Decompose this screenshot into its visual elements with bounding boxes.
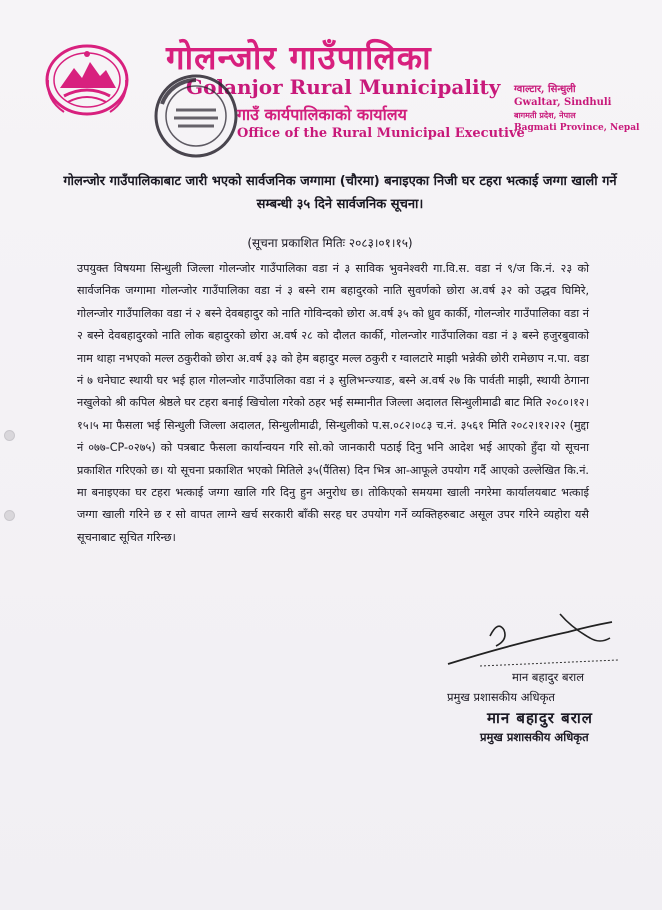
municipality-title-np: गोलन्जोर गाउँपालिका: [166, 38, 432, 77]
address-block: [514, 83, 644, 135]
address-line-2: Gwaltar, Sindhuli: [514, 97, 612, 108]
office-name-np: गाउँ कार्यपालिकाको कार्यालय: [237, 105, 407, 124]
notice-body: उपयुक्त विषयमा सिन्धुली जिल्ला गोलन्जोर गाउँपालिका वडा नं ३ साविक भुवनेश्वरी गा.वि.स. वडा नं ९/ज कि.नं. २३ को सार्वजनिक जग्गामा गोलन्जोर गाउँपालिका वडा नं ३ बस्ने राम बहादुरको नाति सुवर्णको छोरा अ.वर्ष ३२ को उद्धव घिमिरे, गोलन्जोर गाउँपालिका वडा नं २ बस्ने देवबहादुर को नाति गोविन्दको छोरा अ.वर्ष ३५ को ध्रुव कार्की, गोलन्जोर गाउँपालिका वडा नं २ बस्ने देवबहादुरको नाति लोक बहादुरको छोरा अ.वर्ष २८ को दौलत कार्की, गोलन्जोर गाउँपालिका वडा नं ३ बस्ने हजुरबुवाको नाम थाहा नभएको मल्ल ठकुरीको छोरा अ.वर्ष ३३ को हेम बहादुर मल्ल ठकुरी र ग्वालटारे माझी भन्नेकी छोरी रामेछाप न.पा. वडा नं ७ धनेघाट स्थायी घर भई हाल गोलन्जोर गाउँपालिका वडा नं ३ सुलिभन्ज्याङ, बस्ने अ.वर्ष २७ कि पार्वती माझी, स्थायी ठेगाना नखुलेको श्री कपिल श्रेष्ठले घर टहरा बनाई खिचोला गरेको ठहर भई सम्मानीत जिल्ला अदालत सिन्धुलीमाढी बाट मिति २०८०।१२।१५।५ मा फैसला भई सिन्धुली जिल्ला अदालत, सिन्धुलीमाढी, सिन्धुलीको प.स.०८२।०८३ च.नं. ३५६१ मिति २०८२।१२।२२ (मुद्दा नं ०७७-CP-०२७५) को पत्रबाट फैसला कार्यान्वयन गरि सो.को जानकारी पठाई दिनु भनि आदेश भई आएको हुँदा यो सूचना प्रकाशित गरिएको छ। यो सूचना प्रकाशित भएको मितिले ३५(पैंतिस) दिन भित्र आ-आफूले उपयोग गर्दै आएको उल्लेखित कि.नं. मा बनाइएका घर टहरा भत्काई जग्गा खालि गरि दिनु हुन अनुरोध छ। तोकिएको समयमा खाली नगरेमा कार्यालयबाट भत्काई जग्गा खाली गरिने छ र सो वापत लाग्ने खर्च सरकारी बाँकी सरह घर उपयोग गर्ने व्यक्तिहरुबाट असूल उपर गरिने व्यहोरा यसै सूचनाबाट सूचित गरिन्छ।: [77, 262, 589, 544]
handwritten-signature-icon: [440, 608, 620, 670]
municipality-title-en: Golanjor Rural Municipality: [186, 75, 501, 99]
signatory-name: मान बहादुर बराल: [512, 670, 585, 684]
address-line-3: बागमती प्रदेश, नेपाल: [514, 110, 576, 120]
nepal-emblem-icon: [42, 40, 132, 118]
punch-hole-icon: [4, 430, 15, 441]
address-line-4: Bagmati Province, Nepal: [514, 123, 640, 133]
address-line-1: ग्वाल्टार, सिन्धुली: [514, 84, 576, 95]
punch-hole-icon: [4, 510, 15, 521]
notice-subject: गोलन्जोर गाउँपालिकाबाट जारी भएको सार्वजनिक जग्गामा (चौरमा) बनाइएका निजी घर टहरा भत्काई जग्गा खाली गर्ने सम्बन्धी ३५ दिने सार्वजनिक सूचना।: [63, 174, 617, 212]
name-stamp: मान बहादुर बराल: [487, 709, 593, 727]
signatory-title: प्रमुख प्रशासकीय अधिकृत: [447, 690, 555, 704]
title-stamp: प्रमुख प्रशासकीय अधिकृत: [480, 730, 589, 744]
published-date: (सूचना प्रकाशित मितिः २०८३।०१।१५): [247, 236, 413, 250]
office-name-en: Office of the Rural Municipal Executive: [237, 126, 525, 141]
office-stamp-icon: [150, 70, 242, 162]
